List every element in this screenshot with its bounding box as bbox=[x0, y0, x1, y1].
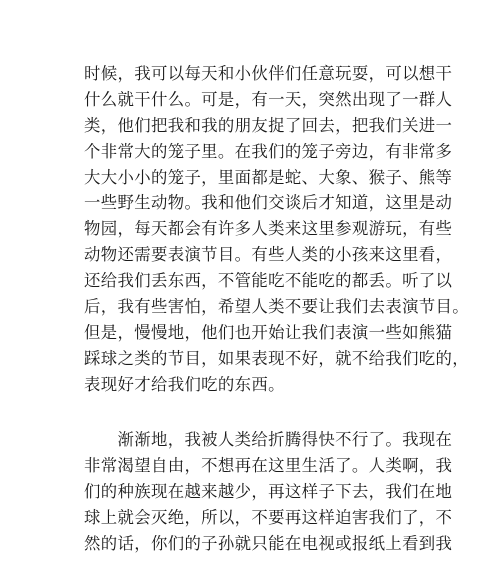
text-line: 后，我有些害怕，希望人类不要让我们去表演节目。 bbox=[84, 297, 470, 317]
text-line: 踩球之类的节目，如果表现不好，就不给我们吃的， bbox=[84, 348, 470, 368]
paragraph-1 bbox=[84, 61, 470, 398]
text-line: 什么就干什么。可是，有一天，突然出现了一群人 bbox=[84, 89, 453, 109]
text-line: 动物还需要表演节目。有些人类的小孩来这里看， bbox=[84, 245, 453, 265]
text-line: 物园，每天都会有许多人类来这里参观游玩，有些 bbox=[84, 219, 453, 239]
text-line: 们的种族现在越来越少，再这样子下去，我们在地 bbox=[84, 481, 453, 501]
text-line: 但是，慢慢地，他们也开始让我们表演一些如熊猫 bbox=[84, 322, 453, 342]
text-line: 一些野生动物。我和他们交谈后才知道，这里是动 bbox=[84, 193, 453, 213]
text-line: 然的话，你们的子孙就只能在电视或报纸上看到我 bbox=[84, 533, 453, 553]
text-line: 时候，我可以每天和小伙伴们任意玩耍，可以想干 bbox=[84, 64, 453, 83]
text-line: 球上就会灭绝，所以，不要再这样迫害我们了，不 bbox=[84, 507, 453, 527]
text-line: 渐渐地，我被人类给折腾得快不行了。我现在 bbox=[84, 430, 453, 449]
paragraph-2 bbox=[84, 427, 453, 556]
text-line: 大大小小的笼子，里面都是蛇、大象、猴子、熊等 bbox=[84, 167, 453, 187]
text-line: 个非常大的笼子里。在我们的笼子旁边，有非常多 bbox=[84, 141, 453, 161]
text-line: 非常渴望自由，不想再在这里生活了。人类啊，我 bbox=[84, 455, 453, 475]
text-line: 类，他们把我和我的朋友捉了回去，把我们关进一 bbox=[84, 115, 453, 135]
text-line: 还给我们丢东西，不管能吃不能吃的都丢。听了以 bbox=[84, 271, 453, 291]
text-line: 表现好才给我们吃的东西。 bbox=[84, 374, 285, 394]
